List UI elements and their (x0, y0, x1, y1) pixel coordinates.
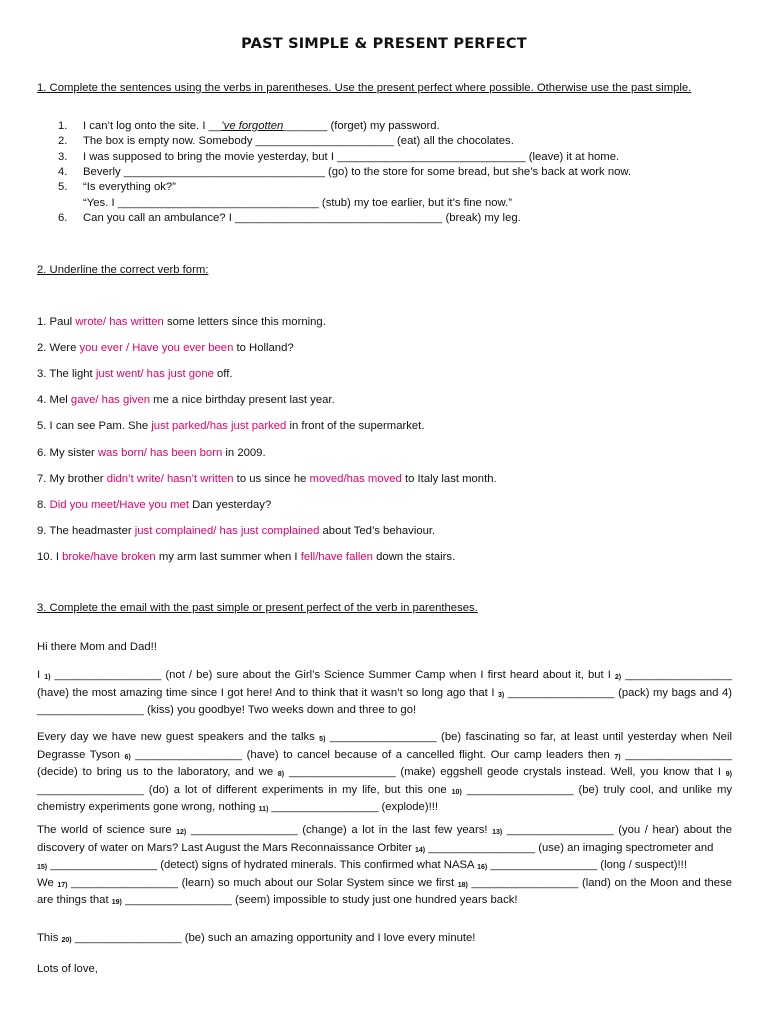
answer-blank[interactable]: _________________ (507, 686, 615, 699)
section1-instruction: 1. Complete the sentences using the verbs in parentheses. Use the present perfect where possible. Otherwise use the past simple. (37, 82, 692, 94)
gap-number: 16) (477, 864, 488, 872)
gap-number: 1) (44, 674, 51, 681)
item-number: 6. (58, 212, 68, 224)
email-text: (change) a lot in the last few years! (297, 824, 493, 836)
gap-number: 18) (457, 881, 468, 889)
item-text: “Is everything ok?” (83, 181, 176, 193)
example-answer: ’ve forgotten (221, 120, 284, 132)
email-paragraph-4 (37, 931, 732, 949)
answer-blank[interactable]: _________________ (37, 704, 144, 717)
verb-options[interactable]: just complained/ has just complained (134, 525, 320, 537)
sentence-part: 9. The headmaster (37, 525, 135, 537)
sentence-part: 4. Mel (37, 394, 71, 406)
item-text (83, 120, 440, 132)
item-number: 4. (58, 166, 68, 178)
list-item (37, 341, 294, 355)
sentence-part: 5. I can see Pam. She (37, 420, 152, 432)
email-text: I (37, 669, 45, 681)
email-text: (learn) so much about our Solar System since we first (177, 876, 458, 889)
email-text: (long / suspect)!!! (597, 859, 687, 872)
answer-blank[interactable]: _________________ (506, 824, 614, 836)
item-number: 2. (58, 135, 68, 147)
list-item (37, 419, 424, 433)
email-text: (not / be) sure about the Girl’s Science Summer Camp when I first heard about it, but I (161, 669, 615, 681)
sentence-part: 10. I (37, 551, 63, 563)
list-item (37, 446, 266, 460)
answer-blank[interactable]: _________________ (490, 859, 598, 872)
gap-number: 6) (124, 753, 131, 761)
email-paragraph-2 (37, 730, 732, 818)
gap-number: 9) (725, 771, 733, 779)
email-text: (do) a lot of different experiments in my life, but this one (143, 783, 452, 796)
sentence-part: 2. Were (37, 342, 80, 354)
answer-blank[interactable]: _________________ (471, 876, 579, 889)
sentence-part: Dan yesterday? (188, 499, 272, 511)
sentence-part: my arm last summer when I (155, 551, 301, 563)
sentence-part: I can’t log onto the site. I __ (83, 120, 222, 132)
section2-instruction: 2. Underline the correct verb form: (37, 264, 209, 276)
email-text: This (37, 932, 62, 944)
gap-number: 13) (492, 829, 503, 836)
answer-blank[interactable]: _________________ (288, 766, 396, 779)
item-text: I was supposed to bring the movie yesterday, but I ______________________________ (leave) it at home. (83, 151, 620, 163)
email-text: (kiss) you goodbye! Two weeks down and three to go! (143, 704, 417, 717)
item-number: 5. (58, 181, 68, 193)
email-text: (have) to cancel because of a cancelled flight. Our camp leaders then (242, 748, 615, 761)
item-number: 1. (58, 120, 68, 132)
email-paragraph-1 (37, 668, 732, 719)
answer-blank[interactable]: _________________ (71, 876, 178, 889)
answer-blank[interactable]: _________________ (50, 859, 158, 872)
sentence-part: down the stairs. (372, 551, 456, 563)
gap-number: 14) (415, 846, 426, 854)
verb-options[interactable]: gave/ has given (70, 394, 151, 406)
list-item (37, 367, 233, 381)
sentence-part: 1. Paul (37, 316, 76, 328)
sentence-part: _______ (forget) my password. (283, 120, 440, 132)
email-text: (have) the most amazing time since I got here! And to think that it wasn’t so long ago that I (37, 686, 498, 699)
list-item (37, 550, 455, 564)
verb-options[interactable]: just parked/has just parked (151, 420, 287, 432)
email-paragraph-3 (37, 823, 732, 911)
gap-number: 10) (451, 788, 462, 796)
answer-blank[interactable]: _________________ (466, 783, 574, 796)
email-closing: Lots of love, (37, 963, 98, 975)
gap-number: 12) (176, 829, 187, 836)
gap-number: 5) (319, 736, 326, 743)
answer-blank[interactable]: _________________ (74, 932, 182, 944)
answer-blank[interactable]: _________________ (428, 841, 536, 854)
list-item (37, 315, 326, 329)
gap-number: 17) (57, 881, 68, 889)
sentence-part: 8. (37, 499, 50, 511)
gap-number: 11) (258, 806, 269, 814)
gap-number: 20) (61, 937, 72, 944)
list-item (37, 393, 335, 407)
gap-number: 8) (277, 771, 285, 779)
email-text: (be) fascinating so far, at least until yesterday when Neil Degrasse Tyson (37, 731, 732, 761)
answer-blank[interactable]: _________________ (125, 894, 232, 907)
answer-blank[interactable]: _________________ (329, 731, 437, 743)
email-text: (be) truly cool, and unlike my chemistry experiments gone wrong, nothing (37, 783, 733, 814)
list-item (37, 524, 435, 538)
sentence-part: me a nice birthday present last year. (150, 394, 335, 406)
list-item (37, 472, 497, 486)
email-text: (be) such an amazing opportunity and I love every minute! (181, 932, 476, 944)
gap-number: 3) (497, 691, 505, 699)
email-text: (you / hear) about the discovery of water on Mars? Last August the Mars Reconnaissance Orbiter (37, 824, 733, 854)
verb-options[interactable]: was born/ has been born (97, 447, 223, 459)
email-text: Every day we have new guest speakers and the talks (37, 731, 320, 743)
verb-options[interactable]: wrote/ has written (75, 316, 164, 328)
email-text: The world of science sure (37, 824, 177, 836)
sentence-part: 6. My sister (37, 447, 98, 459)
item-text: The box is empty now. Somebody ______________________ (eat) all the chocolates. (83, 135, 514, 147)
email-text: (pack) my bags and 4) (614, 686, 732, 699)
email-text: (seem) impossible to study just one hundred years back! (231, 894, 518, 907)
list-item (37, 498, 271, 512)
email-text: (detect) signs of hydrated minerals. This confirmed what NASA (157, 859, 478, 872)
answer-blank[interactable]: _________________ (54, 669, 162, 681)
gap-number: 7) (614, 753, 621, 761)
section3-instruction: 3. Complete the email with the past simple or present perfect of the verb in parentheses. (37, 602, 478, 614)
item-text: “Yes. I ________________________________ (stub) my toe earlier, but it’s fine now.” (83, 197, 512, 209)
answer-blank[interactable]: _________________ (190, 824, 298, 836)
page-title: PAST SIMPLE & PRESENT PERFECT (241, 36, 527, 52)
email-greeting: Hi there Mom and Dad!! (37, 641, 157, 653)
verb-options[interactable]: Did you meet/Have you met (49, 499, 189, 511)
email-text: (make) eggshell geode crystals instead. Well, you know that I (395, 766, 726, 779)
verb-options[interactable]: just went/ has just gone (95, 368, 214, 380)
sentence-part: about Ted’s behaviour. (319, 525, 436, 537)
sentence-part: to us since he (233, 473, 310, 485)
answer-blank[interactable]: _________________ (625, 748, 733, 761)
email-text: (explode)!!! (378, 801, 439, 814)
gap-number: 15) (37, 864, 48, 872)
verb-options[interactable]: you ever / Have you ever been (79, 342, 234, 354)
email-text: (decide) to bring us to the laboratory, and we (37, 766, 278, 779)
verb-options[interactable]: didn’t write/ hasn’t written (106, 473, 234, 485)
sentence-part: 7. My brother (37, 473, 107, 485)
email-text: (use) an imaging spectrometer and (535, 841, 714, 854)
item-text: Beverly ________________________________ (go) to the store for some bread, but she’s back at work now. (83, 166, 632, 178)
item-text: Can you call an ambulance? I _________________________________ (break) my leg. (83, 212, 521, 224)
sentence-part: off. (213, 368, 233, 380)
sentence-part: 3. The light (37, 368, 96, 380)
gap-number: 19) (111, 899, 122, 907)
item-number: 3. (58, 151, 68, 163)
answer-blank[interactable]: _________________ (135, 748, 243, 761)
verb-options[interactable]: broke/have broken (62, 551, 156, 563)
verb-options[interactable]: moved/has moved (309, 473, 402, 485)
answer-blank[interactable]: _________________ (271, 801, 379, 814)
answer-blank[interactable]: _________________ (625, 669, 733, 681)
gap-number: 2) (614, 674, 622, 681)
email-text: (land) on the Moon and these are things that (37, 876, 733, 907)
verb-options[interactable]: fell/have fallen (300, 551, 373, 563)
email-text: We (37, 876, 58, 889)
sentence-part: in 2009. (222, 447, 266, 459)
answer-blank[interactable]: _________________ (37, 783, 144, 796)
sentence-part: some letters since this morning. (163, 316, 326, 328)
sentence-part: in front of the supermarket. (286, 420, 425, 432)
sentence-part: to Italy last month. (401, 473, 497, 485)
sentence-part: to Holland? (233, 342, 294, 354)
